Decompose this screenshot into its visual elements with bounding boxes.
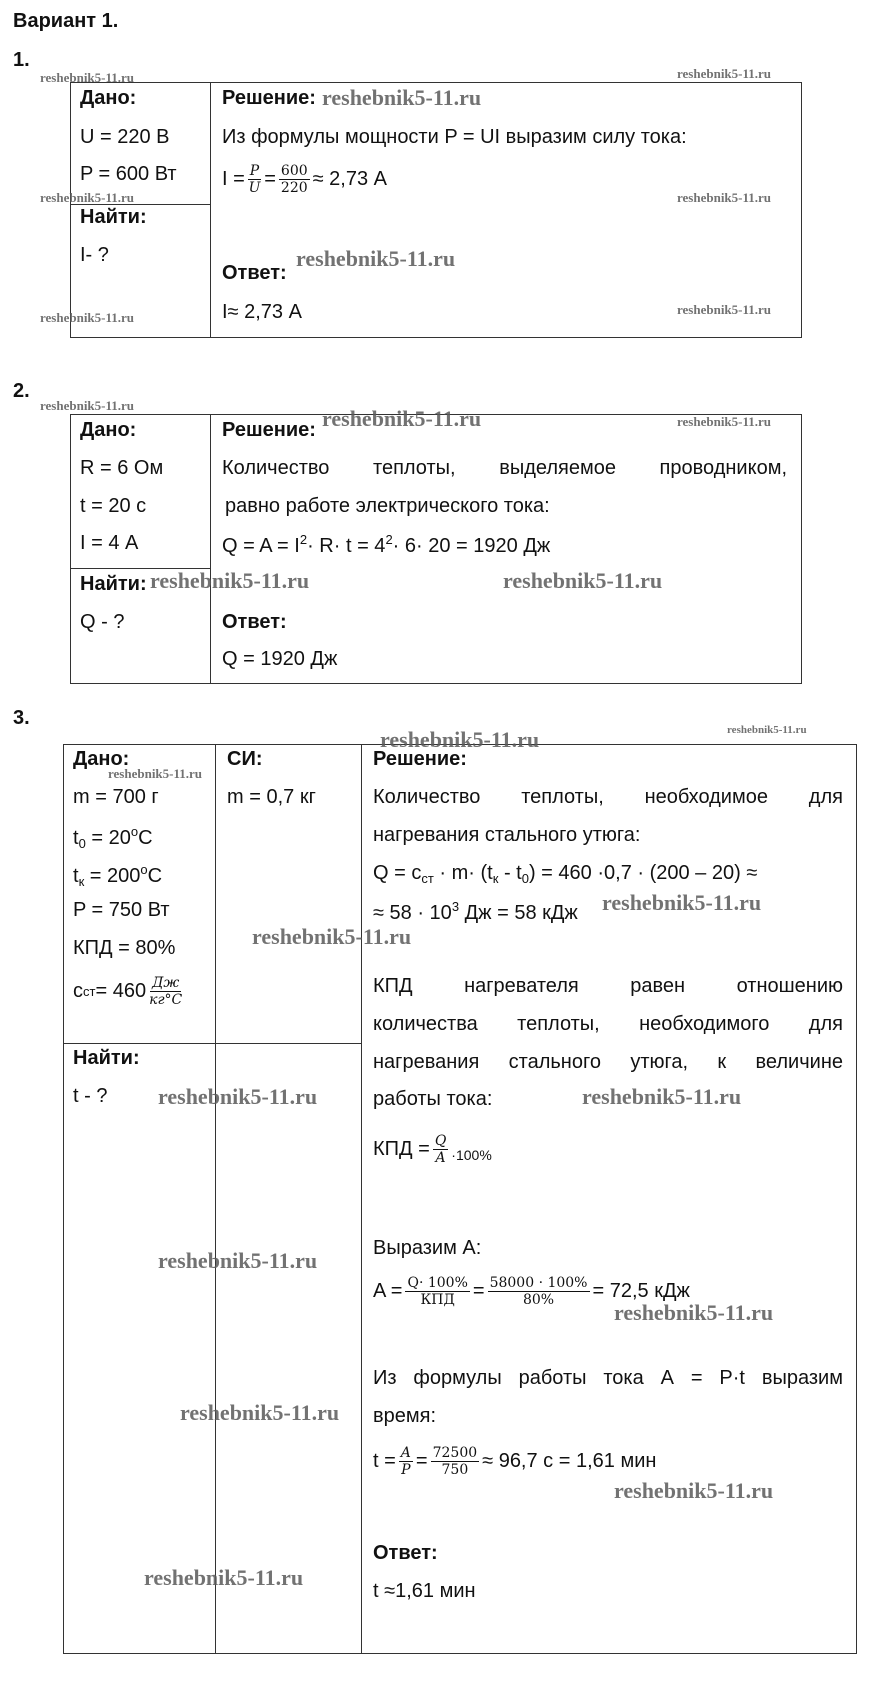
- p2-solution-line2: равно работе электрического тока:: [225, 495, 550, 517]
- p2-find-label: Найти:: [80, 573, 147, 595]
- p3-dano-label: Дано:: [73, 748, 130, 770]
- watermark: reshebnik5-11.ru: [296, 246, 456, 271]
- p3-given-c: c ст = 460 $\frac{Дж}{кг^\circ C}$: [73, 975, 183, 1008]
- p3-given-t0: $t_0 = 20^oC$: [73, 824, 153, 851]
- problem-3-number: 3.: [13, 707, 30, 729]
- p3-kpd-line3: нагревания стального утюга, к величине: [373, 1051, 843, 1073]
- p2-given-t: t = 20 с: [80, 495, 147, 517]
- p1-find-label: Найти:: [80, 206, 147, 228]
- p3-answer-label: Ответ:: [373, 1542, 438, 1564]
- watermark: reshebnik5-11.ru: [150, 568, 310, 593]
- page-title: Вариант 1.: [13, 10, 119, 32]
- p1-answer-label: Ответ:: [222, 262, 287, 284]
- p1-solution-line: Из формулы мощности P = UI выразим силу тока:: [222, 126, 687, 148]
- p3-given-m: m = 700 г: [73, 786, 159, 808]
- watermark: reshebnik5-11.ru: [40, 190, 135, 205]
- p2-answer: Q = 1920 Дж: [222, 648, 338, 670]
- p2-solution-line1: Количество теплоты, выделяемое проводником,: [222, 457, 787, 479]
- watermark: reshebnik5-11.ru: [322, 85, 482, 110]
- watermark: reshebnik5-11.ru: [380, 727, 540, 752]
- watermark: reshebnik5-11.ru: [108, 766, 203, 781]
- p2-find: Q - ?: [80, 611, 125, 633]
- problem-3-divider-si: [215, 744, 216, 1654]
- p3-si-m: m = 0,7 кг: [227, 786, 316, 808]
- p3-find-label: Найти:: [73, 1047, 140, 1069]
- p1-formula: I = $\frac{P}{U}$ = $\frac{600}{220}$ ≈ 2,73 А: [222, 163, 387, 196]
- p3-kpd-line2: количества теплоты, необходимого для: [373, 1013, 843, 1035]
- p3-answer: t ≈1,61 мин: [373, 1580, 476, 1602]
- p1-answer: I≈ 2,73 А: [222, 301, 302, 323]
- p3-kpd-formula: КПД = $\frac{Q}{A}$ ·100%: [373, 1133, 492, 1166]
- p2-solution-label: Решение:: [222, 419, 316, 441]
- watermark: reshebnik5-11.ru: [614, 1300, 774, 1325]
- p1-solution-label: Решение:: [222, 87, 316, 109]
- watermark: reshebnik5-11.ru: [180, 1400, 340, 1425]
- p1-dano-label: Дано:: [80, 87, 137, 109]
- watermark: reshebnik5-11.ru: [602, 890, 762, 915]
- p1-given-p: P = 600 Вт: [80, 163, 177, 185]
- p2-formula: $Q = A = I^2\cdot R\cdot t = 4^2\cdot 6\cdot 20 = 1920$ Дж: [222, 532, 551, 557]
- p3-solution-formula1: $Q = c_{ст} \cdot m\cdot (t_к - t_0) = 460 \cdot 0,7 \cdot (200 - 20)$ ≈: [373, 862, 758, 886]
- p3-find: t - ?: [73, 1085, 108, 1107]
- p3-solution-formula2: ≈ $58 \cdot 10^3$ Дж = 58 кДж: [373, 899, 578, 924]
- problem-1-divider: [210, 82, 211, 338]
- watermark: reshebnik5-11.ru: [727, 724, 807, 736]
- watermark: reshebnik5-11.ru: [677, 190, 772, 205]
- p3-t-formula: t = $\frac{A}{P}$ = $\frac{72500}{750}$ ≈ 96,7 с = 1,61 мин: [373, 1445, 657, 1478]
- p2-answer-label: Ответ:: [222, 611, 287, 633]
- watermark: reshebnik5-11.ru: [582, 1084, 742, 1109]
- p3-given-p: P = 750 Вт: [73, 899, 170, 921]
- problem-1-table: [70, 82, 802, 338]
- watermark: reshebnik5-11.ru: [614, 1478, 774, 1503]
- p3-solution-line1: Количество теплоты, необходимое для: [373, 786, 843, 808]
- p3-express-a: Выразим А:: [373, 1237, 482, 1259]
- p3-solution-label: Решение:: [373, 748, 467, 770]
- problem-1-number: 1.: [13, 49, 30, 71]
- watermark: reshebnik5-11.ru: [503, 568, 663, 593]
- p2-dano-label: Дано:: [80, 419, 137, 441]
- p3-given-tk: $t_к = 200^oC$: [73, 862, 163, 889]
- watermark: reshebnik5-11.ru: [144, 1565, 304, 1590]
- watermark: reshebnik5-11.ru: [158, 1084, 318, 1109]
- p3-work-line2: время:: [373, 1405, 437, 1427]
- p3-given-kpd: КПД = 80%: [73, 937, 176, 959]
- problem-2-number: 2.: [13, 380, 30, 402]
- p2-given-i: I = 4 А: [80, 532, 139, 554]
- p1-find: I- ?: [80, 244, 109, 266]
- problem-3-given-divider: [63, 1043, 361, 1044]
- watermark: reshebnik5-11.ru: [322, 406, 482, 431]
- p3-kpd-line1: КПД нагревателя равен отношению: [373, 975, 843, 997]
- p1-given-u: U = 220 В: [80, 126, 170, 148]
- watermark: reshebnik5-11.ru: [677, 414, 772, 429]
- p3-si-label: СИ:: [227, 748, 263, 770]
- watermark: reshebnik5-11.ru: [40, 398, 135, 413]
- watermark: reshebnik5-11.ru: [40, 70, 135, 85]
- watermark: reshebnik5-11.ru: [252, 924, 412, 949]
- watermark: reshebnik5-11.ru: [677, 302, 772, 317]
- p2-given-r: R = 6 Ом: [80, 457, 164, 479]
- p3-a-formula: A = $\frac{Q\cdot 100\%}{\text{КПД}}$ = $\frac{58000 \cdot 100\%}{80\%}$ = 72,5 кДж: [373, 1275, 690, 1308]
- watermark: reshebnik5-11.ru: [677, 66, 772, 81]
- p3-work-line1: Из формулы работы тока A = P·t выразим: [373, 1367, 843, 1389]
- p3-kpd-line4: работы тока:: [373, 1088, 493, 1110]
- problem-2-divider: [210, 414, 211, 684]
- problem-3-divider-solution: [361, 744, 362, 1654]
- watermark: reshebnik5-11.ru: [40, 310, 135, 325]
- watermark: reshebnik5-11.ru: [158, 1248, 318, 1273]
- p3-solution-line2: нагревания стального утюга:: [373, 824, 641, 846]
